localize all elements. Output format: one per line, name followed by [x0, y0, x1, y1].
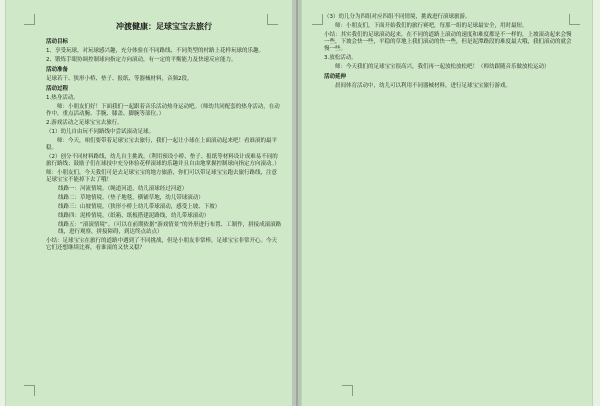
page-content — [324, 14, 574, 92]
page-corner-mark — [24, 385, 35, 396]
paragraph: 2、锻炼手眼协调控制球向指定方向滚动，有一定的平衡能力及快速反应能力。 — [46, 57, 237, 63]
paragraph: 足球若干、狭形小桥、垫子、报纸、等器械材料，音频2段。 — [46, 76, 193, 82]
paragraph: 师：今天，咱们要带着足球宝宝去旅行，我们一起让小球在上面滚动起来吧！看谁滚的最平稳。 — [46, 138, 278, 151]
page-divider — [296, 0, 298, 406]
paragraph: 3.放松活动。 — [324, 55, 357, 61]
paragraph: 师：今天我们的足球宝宝很高兴，我们再一起放松放松吧！（师幼跟随音乐做放松运动） — [335, 64, 550, 70]
page-gap — [292, 0, 302, 406]
paragraph: 线路五：“滚滚情境”。（可以在前期依据“游戏情景”的外形进行布置、工制作，拼接成滚滚路线，进行观察，拼接障碍，到达终点站点） — [58, 222, 282, 235]
paragraph: 小结：足球宝宝在旅行的道路中遇到了不同挑战，但是小朋友非常棒，足球宝宝非常开心。今天它们还想继续比赛，看谁滚的又快又稳？ — [46, 238, 278, 251]
section-heading: 活动准备 — [46, 67, 69, 73]
page-corner-mark — [312, 14, 323, 25]
paragraph: 线路三：山坡情境。（狭形小桥上幼儿带球滚动，感受上坡、下坡） — [58, 204, 221, 210]
paragraph: （2）创分不同材料路线，幼儿自主挑战。（利用预设小桥、垫子、报纸等材料设计成难易不同的旅行路线；鼓励子们在球技中充分体验花样滚球的乐趣并且自由地掌握控制球向指定方向滚动。） — [46, 154, 280, 167]
paragraph: （3）幼儿分为四组对应四组不同情境，挑战进行滚球旅游。 — [324, 14, 471, 20]
page-corner-mark — [24, 14, 35, 25]
paragraph: 师：小朋友们，今天我们可是去足球宝宝的地方旅游，你们可以带足球宝宝跑去旅行路线，注意足球宝宝不能掉下去了哦！ — [46, 170, 278, 183]
page-right — [302, 0, 592, 406]
section-heading: 活动延伸 — [324, 74, 347, 80]
paragraph: 1.热身活动。 — [46, 95, 79, 101]
document-title: 冲渡健康：足球宝宝去旅行 — [116, 22, 212, 31]
left-text-flow — [46, 39, 282, 252]
right-text-flow — [324, 14, 574, 90]
paragraph: （1）幼儿自由玩不同路线中尝试滚动足球。 — [46, 129, 155, 135]
page-corner-mark — [342, 385, 353, 396]
paragraph: 2.游戏活动之足球宝宝去旅行。 — [46, 120, 123, 126]
section-heading: 活动过程 — [46, 86, 69, 92]
page-left — [6, 0, 292, 406]
paragraph: 线路二：草地情境。（垫子地毯，横铺草地，幼儿带球滚动） — [58, 195, 204, 201]
paragraph: 晨间体育活动中，幼儿可以利用不同器械材料，进行足球宝宝旅行游戏。 — [335, 83, 512, 89]
section-heading: 活动目标 — [46, 39, 69, 45]
paragraph: 线路一：河流情境。（绳道河道，幼儿滚球经过河道） — [58, 186, 188, 192]
paragraph: 师：小朋友们，下面开始我们的旅行赛吧，每那一组的足球最安全，用时最短。 — [335, 23, 528, 29]
paragraph: 小结：其实我们的足球滚动起来，在不同的道路上滚动的速度和难度都是不一样的，上坡滚动起来会慢一些，下坡会快一些，平稳的草地上我们滚动的快一些，但是泥潭路段的难度最大哦，我们滚动的就会慢一些。 — [324, 32, 572, 52]
paragraph: 线路四：泥桥情境。（纸箱、纸板搭建泥路线，幼儿带球滚动） — [58, 213, 210, 219]
paragraph: 1、享受玩球，对玩球感兴趣，充分体验在不同路线、不同类型的村路上花样玩球的乐趣。 — [46, 48, 265, 54]
paragraph: 师：小朋友们好！下面我们一起跟着音乐活动热身运动吧。（师幼共同配套的热身活动，在动作中，重点活动腕、手腕、膝盖、脚腕等部位。） — [46, 104, 280, 117]
page-content — [46, 22, 282, 254]
